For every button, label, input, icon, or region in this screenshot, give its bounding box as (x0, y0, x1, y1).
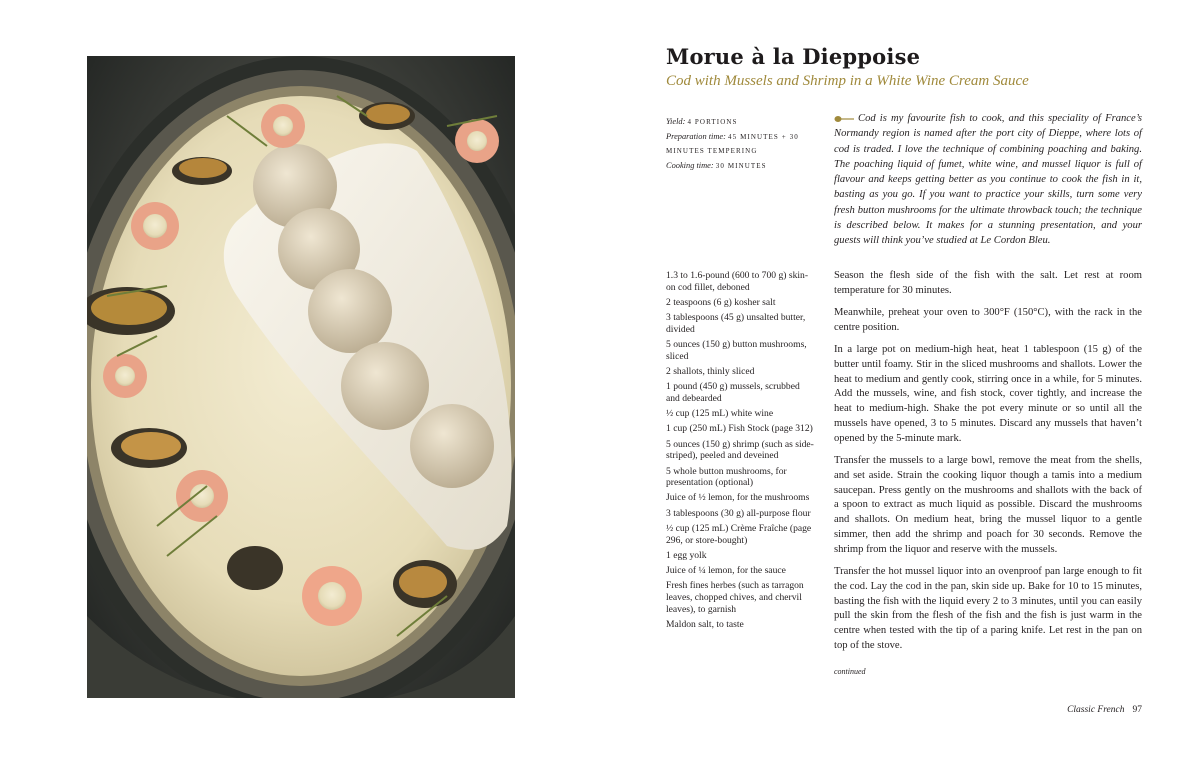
cook-time-value: 30 MINUTES (715, 162, 767, 170)
cook-time-label: Cooking time: (666, 161, 714, 170)
cook-time-row (666, 159, 816, 173)
ingredient-item: 5 ounces (150 g) button mushrooms, sliced (666, 339, 807, 362)
ingredient-item: 2 shallots, thinly sliced (666, 365, 755, 377)
intro-text: Cod is my favourite fish to cook, and this speciality of France’s Normandy region is named after the port city of Dieppe, where lots of cod is traded. I love the technique of combining poaching and baking. The poaching liquid of fumet, white wine, and mussel liquor is full of flavour and keeps getting better as you continue to cook the fish in it, basting as you go. If you want to practice your skills, turn some very fresh button mushrooms for the ultimate throwback touch; the technique is described below. It makes for a stunning presentation, and your guests will think you’ve studied at Le Cordon Bleu. (834, 113, 1142, 247)
method-paragraph: Transfer the hot mussel liquor into an ovenproof pan large enough to fit the cod. Lay the cod in the pan, skin side up. Bake for 10 to 15 minutes, basting the fish with the liquid every 2 to 3 minutes, until you can easily pull the skin from the flesh of the fish and the fish is just warm in the centre when tested with the tip of a paring knife. Let rest in the pan on top of the stove. (834, 565, 1142, 651)
prep-time-label: Preparation time: (666, 132, 726, 141)
section-name: Classic French (1067, 705, 1125, 715)
recipe-title: Morue à la Dieppoise (666, 44, 921, 69)
ingredient-item: ½ cup (125 mL) white wine (666, 408, 774, 420)
recipe-intro (834, 111, 1142, 249)
ingredient-list (666, 270, 814, 634)
recipe-subtitle: Cod with Mussels and Shrimp in a White Wine Cream Sauce (666, 73, 1029, 89)
ingredient-item: 3 tablespoons (45 g) unsalted butter, divided (666, 312, 806, 335)
yield-label: Yield: (666, 117, 686, 126)
ingredient-item: 1.3 to 1.6-pound (600 to 700 g) skin-on cod fillet, deboned (666, 270, 809, 293)
ornament-icon (834, 115, 854, 123)
ingredient-item: Juice of ¼ lemon, for the sauce (666, 565, 786, 577)
ingredient-item: 5 whole button mushrooms, for presentation (optional) (666, 465, 787, 489)
ingredient-item: Fresh fines herbes (such as tarragon leaves, chopped chives, and chervil leaves), to garnish (666, 580, 804, 615)
continued-note: continued (834, 667, 866, 676)
dish-photo (87, 56, 515, 698)
ingredient-item: Maldon salt, to taste (666, 618, 744, 630)
prep-time-value: 45 MINUTES + 30 MINUTES TEMPERING (666, 133, 799, 155)
prep-time-row (666, 130, 816, 158)
method-steps (834, 269, 1142, 661)
ingredient-item: 3 tablespoons (30 g) all-purpose flour (666, 507, 811, 519)
recipe-meta (666, 115, 816, 174)
ingredient-item: 5 ounces (150 g) shrimp (such as side-striped), peeled and deveined (666, 438, 814, 462)
ingredient-item: 1 egg yolk (666, 549, 707, 561)
method-paragraph: Transfer the mussels to a large bowl, remove the meat from the shells, and set aside. Strain the cooking liquor though a tamis into a medium saucepan. Press gently on the mushrooms and shallots with the back of a spoon to extract as much liquid as possible. Discard the mushrooms and shallots. On medium heat, bring the mussel liquor to a gentle simmer, then add the shrimp and poach for 30 seconds. Remove the shrimp from the liquor and reserve with the mussels. (834, 454, 1142, 555)
ingredient-item: 1 pound (450 g) mussels, scrubbed and debearded (666, 381, 800, 404)
page-footer (1060, 705, 1142, 715)
method-paragraph: In a large pot on medium-high heat, heat 1 tablespoon (15 g) of the butter until foamy. Stir in the sliced mushrooms and shallots. Lower the heat to medium and gently cook, stirring once in a while, for 5 minutes. Add the mussels, wine, and fish stock, cover tightly, and increase the heat to medium-high. Shake the pot every minute or so until all the mussels have opened, 3 to 5 minutes. Discard any mussels that haven’t opened by the 5-minute mark. (834, 343, 1142, 444)
yield-row (666, 115, 816, 129)
ingredient-item: ½ cup (125 mL) Crème Fraîche (page 296, or store-bought) (666, 522, 812, 546)
yield-value: 4 PORTIONS (687, 118, 738, 126)
page-number: 97 (1132, 705, 1142, 715)
method-paragraph: Season the flesh side of the fish with the salt. Let rest at room temperature for 30 minutes. (834, 270, 1142, 296)
ingredient-item: 2 teaspoons (6 g) kosher salt (666, 296, 776, 308)
method-paragraph: Meanwhile, preheat your oven to 300°F (150°C), with the rack in the centre position. (834, 306, 1142, 333)
ingredient-item: 1 cup (250 mL) Fish Stock (page 312) (666, 423, 813, 435)
ingredient-item: Juice of ½ lemon, for the mushrooms (666, 492, 810, 504)
dish-illustration (87, 56, 515, 698)
